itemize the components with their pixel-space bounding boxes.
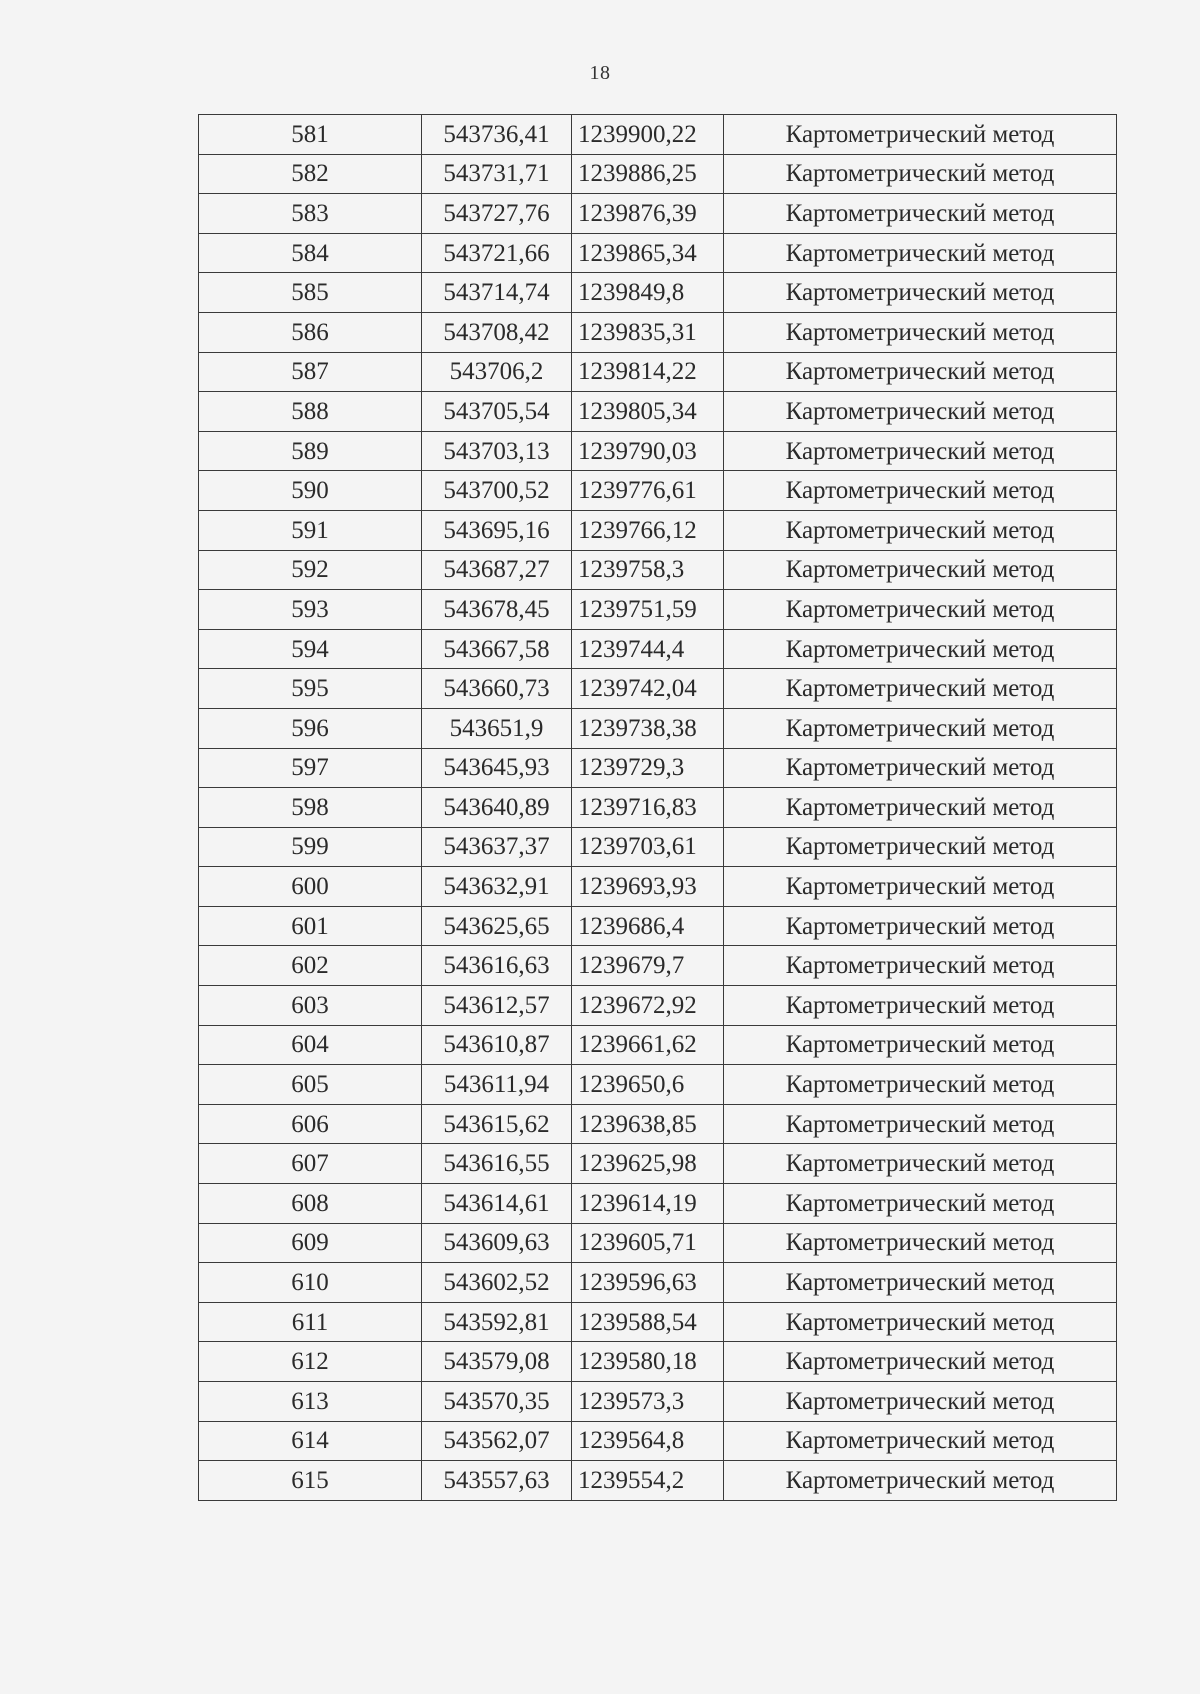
table-row [199, 906, 1117, 946]
y-coordinate-cell: 1239650,6 [572, 1065, 724, 1105]
x-coordinate-cell: 543706,2 [422, 352, 572, 392]
point-number-cell: 596 [199, 708, 422, 748]
point-number-cell: 586 [199, 312, 422, 352]
point-number-cell: 585 [199, 273, 422, 313]
point-number-cell: 595 [199, 669, 422, 709]
table-row [199, 392, 1117, 432]
x-coordinate-cell: 543714,74 [422, 273, 572, 313]
page-number: 18 [589, 62, 611, 84]
y-coordinate-cell: 1239742,04 [572, 669, 724, 709]
x-coordinate-cell: 543625,65 [422, 906, 572, 946]
point-number-cell: 611 [199, 1302, 422, 1342]
x-coordinate-cell: 543731,71 [422, 154, 572, 194]
y-coordinate-cell: 1239776,61 [572, 471, 724, 511]
y-coordinate-cell: 1239614,19 [572, 1184, 724, 1224]
x-coordinate-cell: 543616,63 [422, 946, 572, 986]
x-coordinate-cell: 543736,41 [422, 115, 572, 155]
x-coordinate-cell: 543579,08 [422, 1342, 572, 1382]
table-row [199, 946, 1117, 986]
point-number-cell: 587 [199, 352, 422, 392]
x-coordinate-cell: 543610,87 [422, 1025, 572, 1065]
method-cell: Картометрический метод [724, 1223, 1117, 1263]
method-cell: Картометрический метод [724, 352, 1117, 392]
coordinates-table-body [199, 115, 1117, 1501]
table-row [199, 827, 1117, 867]
table-row [199, 590, 1117, 630]
table-row [199, 1342, 1117, 1382]
y-coordinate-cell: 1239638,85 [572, 1104, 724, 1144]
table-row [199, 550, 1117, 590]
x-coordinate-cell: 543570,35 [422, 1382, 572, 1422]
method-cell: Картометрический метод [724, 986, 1117, 1026]
table-row [199, 1263, 1117, 1303]
x-coordinate-cell: 543612,57 [422, 986, 572, 1026]
table-row [199, 1421, 1117, 1461]
table-row [199, 273, 1117, 313]
point-number-cell: 591 [199, 510, 422, 550]
method-cell: Картометрический метод [724, 1461, 1117, 1501]
method-cell: Картометрический метод [724, 708, 1117, 748]
x-coordinate-cell: 543645,93 [422, 748, 572, 788]
point-number-cell: 597 [199, 748, 422, 788]
point-number-cell: 614 [199, 1421, 422, 1461]
method-cell: Картометрический метод [724, 273, 1117, 313]
point-number-cell: 584 [199, 233, 422, 273]
table-row [199, 312, 1117, 352]
point-number-cell: 610 [199, 1263, 422, 1303]
point-number-cell: 613 [199, 1382, 422, 1422]
table-row [199, 194, 1117, 234]
table-row [199, 510, 1117, 550]
x-coordinate-cell: 543592,81 [422, 1302, 572, 1342]
method-cell: Картометрический метод [724, 312, 1117, 352]
x-coordinate-cell: 543651,9 [422, 708, 572, 748]
point-number-cell: 607 [199, 1144, 422, 1184]
x-coordinate-cell: 543614,61 [422, 1184, 572, 1224]
table-row [199, 1065, 1117, 1105]
x-coordinate-cell: 543609,63 [422, 1223, 572, 1263]
y-coordinate-cell: 1239716,83 [572, 788, 724, 828]
y-coordinate-cell: 1239865,34 [572, 233, 724, 273]
table-row [199, 1184, 1117, 1224]
table-row [199, 471, 1117, 511]
method-cell: Картометрический метод [724, 550, 1117, 590]
x-coordinate-cell: 543640,89 [422, 788, 572, 828]
point-number-cell: 606 [199, 1104, 422, 1144]
table-row [199, 1144, 1117, 1184]
method-cell: Картометрический метод [724, 194, 1117, 234]
x-coordinate-cell: 543667,58 [422, 629, 572, 669]
point-number-cell: 612 [199, 1342, 422, 1382]
y-coordinate-cell: 1239693,93 [572, 867, 724, 907]
x-coordinate-cell: 543695,16 [422, 510, 572, 550]
point-number-cell: 583 [199, 194, 422, 234]
x-coordinate-cell: 543557,63 [422, 1461, 572, 1501]
method-cell: Картометрический метод [724, 946, 1117, 986]
y-coordinate-cell: 1239751,59 [572, 590, 724, 630]
x-coordinate-cell: 543637,37 [422, 827, 572, 867]
x-coordinate-cell: 543616,55 [422, 1144, 572, 1184]
method-cell: Картометрический метод [724, 1104, 1117, 1144]
y-coordinate-cell: 1239805,34 [572, 392, 724, 432]
y-coordinate-cell: 1239886,25 [572, 154, 724, 194]
table-row [199, 669, 1117, 709]
table-row [199, 115, 1117, 155]
x-coordinate-cell: 543727,76 [422, 194, 572, 234]
point-number-cell: 592 [199, 550, 422, 590]
y-coordinate-cell: 1239790,03 [572, 431, 724, 471]
x-coordinate-cell: 543632,91 [422, 867, 572, 907]
y-coordinate-cell: 1239738,38 [572, 708, 724, 748]
method-cell: Картометрический метод [724, 669, 1117, 709]
y-coordinate-cell: 1239605,71 [572, 1223, 724, 1263]
y-coordinate-cell: 1239686,4 [572, 906, 724, 946]
y-coordinate-cell: 1239758,3 [572, 550, 724, 590]
table-row [199, 867, 1117, 907]
method-cell: Картометрический метод [724, 510, 1117, 550]
table-row [199, 1461, 1117, 1501]
method-cell: Картометрический метод [724, 827, 1117, 867]
method-cell: Картометрический метод [724, 154, 1117, 194]
x-coordinate-cell: 543700,52 [422, 471, 572, 511]
y-coordinate-cell: 1239814,22 [572, 352, 724, 392]
method-cell: Картометрический метод [724, 1065, 1117, 1105]
y-coordinate-cell: 1239588,54 [572, 1302, 724, 1342]
point-number-cell: 608 [199, 1184, 422, 1224]
y-coordinate-cell: 1239564,8 [572, 1421, 724, 1461]
y-coordinate-cell: 1239729,3 [572, 748, 724, 788]
method-cell: Картометрический метод [724, 748, 1117, 788]
y-coordinate-cell: 1239661,62 [572, 1025, 724, 1065]
method-cell: Картометрический метод [724, 115, 1117, 155]
method-cell: Картометрический метод [724, 629, 1117, 669]
point-number-cell: 590 [199, 471, 422, 511]
point-number-cell: 599 [199, 827, 422, 867]
point-number-cell: 604 [199, 1025, 422, 1065]
method-cell: Картометрический метод [724, 867, 1117, 907]
point-number-cell: 615 [199, 1461, 422, 1501]
x-coordinate-cell: 543611,94 [422, 1065, 572, 1105]
point-number-cell: 593 [199, 590, 422, 630]
x-coordinate-cell: 543703,13 [422, 431, 572, 471]
y-coordinate-cell: 1239625,98 [572, 1144, 724, 1184]
x-coordinate-cell: 543615,62 [422, 1104, 572, 1144]
y-coordinate-cell: 1239596,63 [572, 1263, 724, 1303]
table-row [199, 233, 1117, 273]
y-coordinate-cell: 1239900,22 [572, 115, 724, 155]
y-coordinate-cell: 1239554,2 [572, 1461, 724, 1501]
y-coordinate-cell: 1239849,8 [572, 273, 724, 313]
coordinates-table [198, 114, 1117, 1501]
point-number-cell: 582 [199, 154, 422, 194]
table-row [199, 708, 1117, 748]
point-number-cell: 588 [199, 392, 422, 432]
point-number-cell: 589 [199, 431, 422, 471]
method-cell: Картометрический метод [724, 1144, 1117, 1184]
table-row [199, 629, 1117, 669]
y-coordinate-cell: 1239672,92 [572, 986, 724, 1026]
table-row [199, 1025, 1117, 1065]
method-cell: Картометрический метод [724, 233, 1117, 273]
method-cell: Картометрический метод [724, 1302, 1117, 1342]
x-coordinate-cell: 543708,42 [422, 312, 572, 352]
method-cell: Картометрический метод [724, 906, 1117, 946]
y-coordinate-cell: 1239744,4 [572, 629, 724, 669]
y-coordinate-cell: 1239580,18 [572, 1342, 724, 1382]
table-row [199, 1223, 1117, 1263]
y-coordinate-cell: 1239679,7 [572, 946, 724, 986]
method-cell: Картометрический метод [724, 1421, 1117, 1461]
y-coordinate-cell: 1239703,61 [572, 827, 724, 867]
table-row [199, 788, 1117, 828]
method-cell: Картометрический метод [724, 590, 1117, 630]
method-cell: Картометрический метод [724, 1342, 1117, 1382]
point-number-cell: 594 [199, 629, 422, 669]
method-cell: Картометрический метод [724, 1263, 1117, 1303]
y-coordinate-cell: 1239876,39 [572, 194, 724, 234]
table-row [199, 1104, 1117, 1144]
method-cell: Картометрический метод [724, 1025, 1117, 1065]
method-cell: Картометрический метод [724, 1382, 1117, 1422]
point-number-cell: 601 [199, 906, 422, 946]
method-cell: Картометрический метод [724, 392, 1117, 432]
point-number-cell: 598 [199, 788, 422, 828]
x-coordinate-cell: 543687,27 [422, 550, 572, 590]
table-row [199, 748, 1117, 788]
table-row [199, 1382, 1117, 1422]
y-coordinate-cell: 1239835,31 [572, 312, 724, 352]
x-coordinate-cell: 543562,07 [422, 1421, 572, 1461]
x-coordinate-cell: 543602,52 [422, 1263, 572, 1303]
table-row [199, 1302, 1117, 1342]
point-number-cell: 609 [199, 1223, 422, 1263]
x-coordinate-cell: 543660,73 [422, 669, 572, 709]
method-cell: Картометрический метод [724, 431, 1117, 471]
point-number-cell: 605 [199, 1065, 422, 1105]
y-coordinate-cell: 1239766,12 [572, 510, 724, 550]
x-coordinate-cell: 543678,45 [422, 590, 572, 630]
x-coordinate-cell: 543721,66 [422, 233, 572, 273]
method-cell: Картометрический метод [724, 471, 1117, 511]
y-coordinate-cell: 1239573,3 [572, 1382, 724, 1422]
point-number-cell: 603 [199, 986, 422, 1026]
table-row [199, 986, 1117, 1026]
point-number-cell: 581 [199, 115, 422, 155]
table-row [199, 352, 1117, 392]
x-coordinate-cell: 543705,54 [422, 392, 572, 432]
point-number-cell: 602 [199, 946, 422, 986]
table-row [199, 154, 1117, 194]
point-number-cell: 600 [199, 867, 422, 907]
method-cell: Картометрический метод [724, 1184, 1117, 1224]
method-cell: Картометрический метод [724, 788, 1117, 828]
table-row [199, 431, 1117, 471]
